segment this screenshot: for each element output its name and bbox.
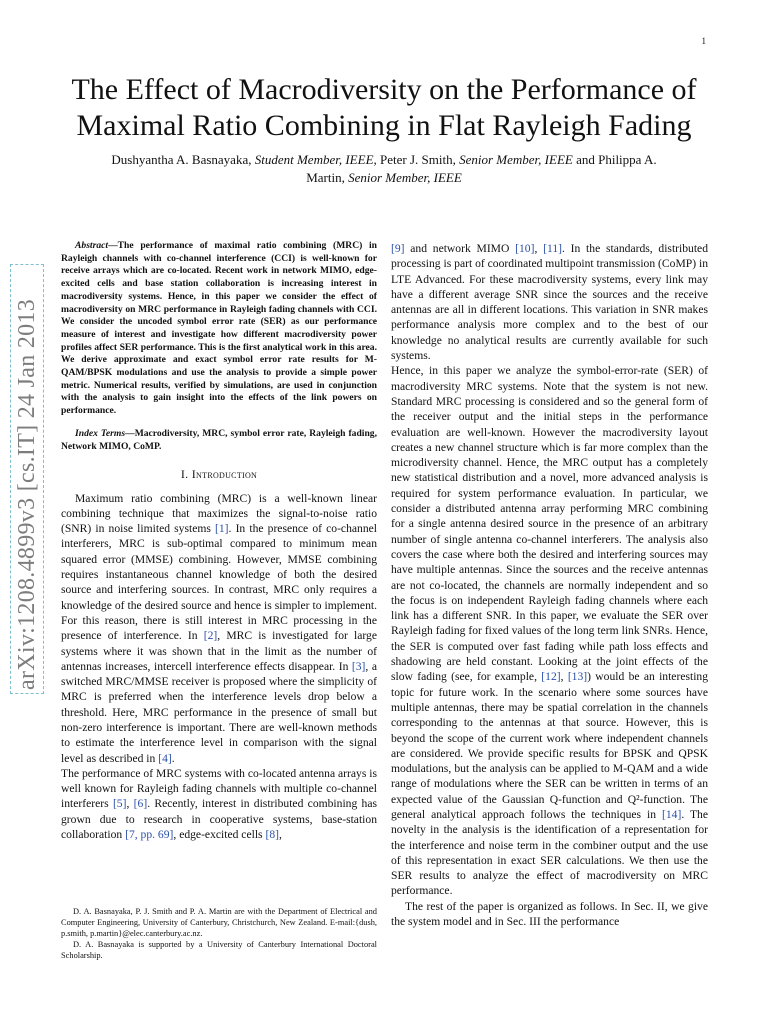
text-run: , edge-excited cells [173,828,266,842]
text-run: , a switched MRC/MMSE receiver is proposed where the simplicity of MRC is preferred when the interference levels drop below a threshold. Here, MRC performance in the presence of small but non-zero interference is important. There are well-known methods to estimate the interference level in comparison with the signal level as described in [61,659,377,765]
abstract-label: Abstract [75,240,109,251]
abstract [61,240,377,418]
author-3-role: Senior Member, IEEE [348,170,462,185]
intro-paragraph-1 [61,491,377,766]
citation-link[interactable]: [9] [391,242,405,255]
citation-link[interactable]: [2] [203,629,218,643]
citation-link[interactable]: [10] [515,242,535,255]
author-list [110,151,658,187]
text-run: Maximum ratio combining (MRC) is a well-known linear combining technique that maximizes the signal-to-noise ratio (SNR) in noise limited systems [61,491,377,536]
citation-link[interactable]: [8] [265,828,279,842]
abstract-text: —The performance of maximal ratio combining (MRC) in Rayleigh channels with co-channel interference (CCI) is well-known for receive arrays which are co-located. Recent work in network MIMO, edge-excited cells and base station collaboration is increasing interest in macrodiversity systems. Hence, in this paper we consider the effect of macrodiversity on MRC performance in Rayleigh fading channels with CCI. We consider the uncoded symbol error rate (SER) as our performance measure of interest and investigate how different macrodiversity power profiles affect SER performance. This is the first analytical work in this area. We derive approximate and exact symbol error rate results for M-QAM/BPSK modulations and use the analysis to provide a simple power metric. Numerical results, verified by simulations, are used in conjunction with the analysis to gain insight into the effects of the link powers on performance. [61,240,377,417]
text-run: , MRC is investigated for large systems where it was shown that in the limit as the number of antennas increases, intercell interference effects disappear. In [61,629,377,673]
footnote-funding: D. A. Basnayaka is supported by a University of Canterbury International Doctoral Scholarship. [61,940,377,960]
text-run: , [560,670,568,684]
author-1-role: Student Member, IEEE, [254,152,377,167]
left-column [61,240,377,842]
intro-paragraph-2 [61,766,377,842]
footnote-affiliation: D. A. Basnayaka, P. J. Smith and P. A. Martin are with the Department of Electrical and Computer Engineering, University of Canterbury, Christchurch, New Zealand. E-mail:{dush, p.smith, p.martin}@elec.canterbury.ac.nz. [61,907,377,938]
index-terms-label: Index Terms [75,427,126,439]
author-1-name: Dushyantha A. Basnayaka, [111,152,252,167]
footnotes [61,906,377,961]
intro-paragraph-2-continued [391,241,708,363]
text-run: . [171,751,175,765]
intro-paragraph-4: The rest of the paper is organized as follows. In Sec. II, we give the system model and in Sec. III the performance [391,899,708,929]
author-2-role: Senior Member, IEEE [459,152,573,167]
citation-link[interactable]: [7, pp. 69] [125,828,174,842]
citation-link[interactable]: [12] [541,670,561,684]
text-run: , [534,242,544,255]
citation-link[interactable]: [3] [351,659,366,673]
citation-link[interactable]: [14] [661,807,682,821]
text-run: . In the standards, distributed processing is part of coordinated multipoint transmission (CoMP) in LTE Advanced. For these macrodiversity systems, every link may have a different average SNR since the sources and the receive antennas are all in different locations. This variation in SNR makes performance analysis more complex and to the best of our knowledge no analytical results are currently available for such systems. [391,242,709,363]
text-run: , [126,797,134,811]
index-terms [61,428,377,453]
index-terms-text: —Macrodiversity, MRC, symbol error rate, Rayleigh fading, Network MIMO, CoMP. [61,427,377,452]
author-2-name: Peter J. Smith, [380,152,456,167]
intro-paragraph-3 [391,363,708,898]
text-run: . In the presence of co-channel interferers, MRC is sub-optimal compared to minimum mean squared error (MMSE) combining. However, MMSE combining requires instantaneous channel knowledge of both the desired source and interfering sources. In contrast, MRC only requires a knowledge of the desired source and hence is simpler to implement. For this reason, there is still interest in MRC processing in the presence of interference. In [61,522,377,643]
section-heading-introduction: I. Introduction [180,467,258,482]
citation-link[interactable]: [4] [158,751,172,765]
text-run: , [278,828,282,842]
text-run: ) would be an interesting topic for future work. In the scenario where some sources have multiple antennas, there may be spatial correlation in the channels corresponding to the antennas at that source. However, this is beyond the scope of the current work where independent channels are considered. We provide specific results for BPSK and QPSK modulations, but the analysis can be applied to M-QAM and a wide range of modulations where the SER can be written in terms of an expected value of the Gaussian Q-function and Q²-function. The general analytical approach follows the techniques in [391,670,709,821]
text-run: . The novelty in the analysis is the identification of a representation for the interference and noise term in the combiner output and the use of this representation in exact SER calculations. We then use the SER results to analyze the effect of macrodiversity on MRC performance. [391,807,708,898]
citation-link[interactable]: [13] [567,670,588,684]
citation-link[interactable]: [1] [215,522,229,536]
text-run: Hence, in this paper we analyze the symbol-error-rate (SER) of macrodiversity MRC systems. Note that the system is not new. Standard MRC processing is considered and so the general form of the receiver output and the initial steps in the performance evaluation are well-known. However the macrodiversity layout creates a new channel structure which is far more complex than the microdiversity channel. Hence, the MRC output has a completely new statistical distribution and a novel, more advanced analysis is required for system performance evaluation. In particular, we consider a distributed antenna array performing MRC combining for a single antenna desired source in the presence of an arbitrary number of single antenna co-channel interferers. The analysis also covers the case where both the desired and interfering sources may have multiple antennas. Since the sources and the receive antennas are not co-located, the channels are normally independent and so the focus is on independent Rayleigh fading channels where each link has a different SNR. In this paper, we evaluate the SER over Rayleigh fading for fixed values of the long term link SNRs. Hence, the SER is computed over fast fading while path loss effects and shadowing are held constant. Looking at the joint effects of the slow fading (see, for example, [391,364,708,684]
text-run: . Recently, interest in distributed combining has grown due to research in cooperative systems, base-station collaboration [61,797,378,842]
citation-link[interactable]: [5] [112,797,127,811]
text-run: and network MIMO [404,242,516,255]
author-3-name: and Philippa A. Martin, [306,152,657,185]
paper-title: The Effect of Macrodiversity on the Performance of Maximal Ratio Combining in Flat Rayleigh Fading [71,73,697,142]
page-number: 1 [701,36,706,46]
right-column [391,241,708,929]
arxiv-identifier: arXiv:1208.4899v3 [cs.IT] 24 Jan 2013 [14,298,40,690]
text-run: The performance of MRC systems with co-located antenna arrays is well known for Rayleigh fading channels with multiple co-channel interferers [61,766,377,811]
citation-link[interactable]: [6] [133,797,148,811]
citation-link[interactable]: [11] [543,242,562,255]
